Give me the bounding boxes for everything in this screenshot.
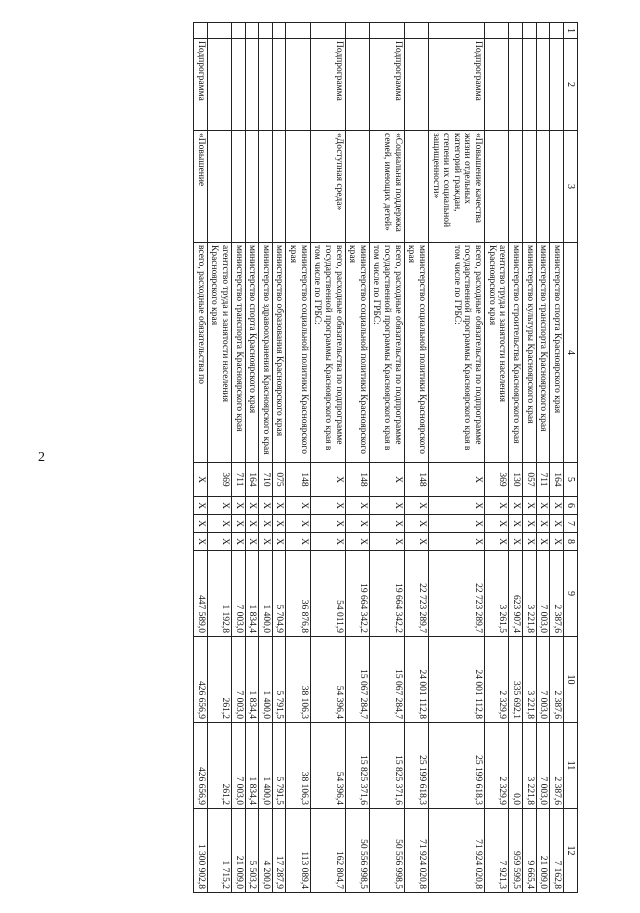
rzpr-cell: X [345, 497, 369, 515]
year2-amount-cell: 426 656,9 [194, 637, 208, 723]
table-row [231, 23, 245, 893]
year1-amount-cell: 1 192,8 [207, 551, 231, 637]
year3-amount-cell: 3 221,8 [522, 723, 536, 809]
total-amount-cell: 1 300 902,8 [194, 809, 208, 893]
year2-amount-cell: 1 834,4 [245, 637, 259, 723]
csr-cell: X [194, 515, 208, 533]
responsible-cell: министерство здравоохранения Красноярского края [259, 243, 273, 463]
csr-cell: X [231, 515, 245, 533]
table-row [509, 23, 523, 893]
responsible-cell: всего, расходные обязательства по подпрограмме государственной программы Красноярского края в том числе по ГРБС: [310, 243, 345, 463]
program-type-cell [231, 39, 245, 131]
responsible-cell: министерство спорта Красноярского края [245, 243, 259, 463]
row-number-cell [245, 23, 259, 39]
vr-cell: X [286, 533, 310, 551]
csr-cell: X [536, 515, 550, 533]
grbs-code-cell: X [428, 463, 484, 497]
page-number: 2 [38, 450, 45, 465]
total-amount-cell: 162 804,7 [310, 809, 345, 893]
vr-cell: X [404, 533, 428, 551]
responsible-cell: министерство социальной политики Красноярского края [286, 243, 310, 463]
column-header: 12 [563, 809, 577, 893]
year2-amount-cell: 335 692,1 [509, 637, 523, 723]
total-amount-cell: 21 009,0 [231, 809, 245, 893]
program-name-cell [485, 131, 509, 243]
program-type-cell [536, 39, 550, 131]
row-number-cell [404, 23, 428, 39]
program-type-cell [286, 39, 310, 131]
year3-amount-cell: 5 791,5 [272, 723, 286, 809]
table-row [536, 23, 550, 893]
table-row [404, 23, 428, 893]
csr-cell: X [272, 515, 286, 533]
program-type-cell [207, 39, 231, 131]
table-row [310, 23, 345, 893]
total-amount-cell: 1 715,2 [207, 809, 231, 893]
program-type-cell [522, 39, 536, 131]
rzpr-cell: X [194, 497, 208, 515]
responsible-cell: министерство спорта Красноярского края [550, 243, 564, 463]
csr-cell: X [310, 515, 345, 533]
grbs-code-cell: 148 [404, 463, 428, 497]
column-header: 9 [563, 551, 577, 637]
year1-amount-cell: 7 003,0 [536, 551, 550, 637]
responsible-cell: всего, расходные обязательства по подпрограмме государственной программы Красноярского края в том числе по ГРБС: [428, 243, 484, 463]
total-amount-cell: 7 921,3 [485, 809, 509, 893]
program-name-cell: «Доступная среда» [310, 131, 345, 243]
rzpr-cell: X [522, 497, 536, 515]
grbs-code-cell: 164 [245, 463, 259, 497]
rzpr-cell: X [428, 497, 484, 515]
responsible-cell: министерство строительства Красноярского края [509, 243, 523, 463]
responsible-cell: всего, расходные обязательства по [194, 243, 208, 463]
year3-amount-cell: 1 834,4 [245, 723, 259, 809]
row-number-cell [286, 23, 310, 39]
program-type-cell: Подпрограмма [194, 39, 208, 131]
row-number-cell [485, 23, 509, 39]
year2-amount-cell: 15 067 284,7 [369, 637, 404, 723]
row-number-cell [428, 23, 484, 39]
row-number-cell [536, 23, 550, 39]
csr-cell: X [428, 515, 484, 533]
year2-amount-cell: 5 791,5 [272, 637, 286, 723]
total-amount-cell: 4 200,0 [259, 809, 273, 893]
csr-cell: X [286, 515, 310, 533]
rzpr-cell: X [550, 497, 564, 515]
year3-amount-cell: 38 106,3 [286, 723, 310, 809]
total-amount-cell: 50 556 998,5 [345, 809, 369, 893]
vr-cell: X [509, 533, 523, 551]
year1-amount-cell: 5 704,9 [272, 551, 286, 637]
grbs-code-cell: 075 [272, 463, 286, 497]
year3-amount-cell: 1 400,0 [259, 723, 273, 809]
year2-amount-cell: 24 001 112,8 [428, 637, 484, 723]
program-name-cell [286, 131, 310, 243]
table-row [207, 23, 231, 893]
column-header: 2 [563, 39, 577, 131]
table-row [272, 23, 286, 893]
row-number-cell [369, 23, 404, 39]
vr-cell: X [272, 533, 286, 551]
program-type-cell [272, 39, 286, 131]
year3-amount-cell: 426 656,9 [194, 723, 208, 809]
rotated-page-content [63, 22, 578, 892]
year2-amount-cell: 1 400,0 [259, 637, 273, 723]
table-row [286, 23, 310, 893]
program-name-cell [245, 131, 259, 243]
grbs-code-cell: 369 [485, 463, 509, 497]
responsible-cell: министерство транспорта Красноярского края [536, 243, 550, 463]
program-name-cell [207, 131, 231, 243]
program-type-cell [259, 39, 273, 131]
program-name-cell [272, 131, 286, 243]
csr-cell: X [509, 515, 523, 533]
vr-cell: X [428, 533, 484, 551]
rzpr-cell: X [536, 497, 550, 515]
csr-cell: X [345, 515, 369, 533]
year3-amount-cell: 7 003,0 [231, 723, 245, 809]
grbs-code-cell: 711 [231, 463, 245, 497]
csr-cell: X [404, 515, 428, 533]
grbs-code-cell: 164 [550, 463, 564, 497]
program-type-cell [404, 39, 428, 131]
column-header: 8 [563, 533, 577, 551]
vr-cell: X [310, 533, 345, 551]
rzpr-cell: X [404, 497, 428, 515]
program-name-cell [404, 131, 428, 243]
year3-amount-cell: 0,0 [509, 723, 523, 809]
total-amount-cell: 71 924 020,8 [404, 809, 428, 893]
program-type-cell [245, 39, 259, 131]
table-header-row [563, 23, 577, 893]
year3-amount-cell: 7 003,0 [536, 723, 550, 809]
year2-amount-cell: 7 003,0 [536, 637, 550, 723]
rzpr-cell: X [272, 497, 286, 515]
program-type-cell [345, 39, 369, 131]
grbs-code-cell: X [369, 463, 404, 497]
year2-amount-cell: 2 387,6 [550, 637, 564, 723]
table-row [522, 23, 536, 893]
column-header: 1 [563, 23, 577, 39]
program-type-cell: Подпрограмма [310, 39, 345, 131]
vr-cell: X [259, 533, 273, 551]
csr-cell: X [259, 515, 273, 533]
responsible-cell: всего, расходные обязательства по подпрограмме государственной программы Красноярского края в том числе по ГРБС: [369, 243, 404, 463]
total-amount-cell: 17 287,9 [272, 809, 286, 893]
responsible-cell: министерство социальной политики Красноярского края [345, 243, 369, 463]
program-type-cell [550, 39, 564, 131]
table-row [194, 23, 208, 893]
responsible-cell: министерство образования Красноярского края [272, 243, 286, 463]
year2-amount-cell: 38 106,3 [286, 637, 310, 723]
year2-amount-cell: 15 067 284,7 [345, 637, 369, 723]
grbs-code-cell: 710 [259, 463, 273, 497]
column-header: 7 [563, 515, 577, 533]
table-row [345, 23, 369, 893]
budget-table [193, 22, 578, 893]
total-amount-cell: 5 503,2 [245, 809, 259, 893]
year2-amount-cell: 24 001 112,8 [404, 637, 428, 723]
table-row [550, 23, 564, 893]
program-name-cell [536, 131, 550, 243]
year1-amount-cell: 1 400,0 [259, 551, 273, 637]
year1-amount-cell: 22 723 289,7 [404, 551, 428, 637]
rzpr-cell: X [310, 497, 345, 515]
vr-cell: X [536, 533, 550, 551]
year1-amount-cell: 623 907,4 [509, 551, 523, 637]
year3-amount-cell: 261,2 [207, 723, 231, 809]
grbs-code-cell: 130 [509, 463, 523, 497]
vr-cell: X [207, 533, 231, 551]
program-type-cell [509, 39, 523, 131]
column-header: 6 [563, 497, 577, 515]
table-row [428, 23, 484, 893]
row-number-cell [509, 23, 523, 39]
program-name-cell: «Повышение [194, 131, 208, 243]
column-header: 10 [563, 637, 577, 723]
row-number-cell [550, 23, 564, 39]
year1-amount-cell: 19 664 342,2 [369, 551, 404, 637]
column-header: 4 [563, 243, 577, 463]
total-amount-cell: 71 924 020,8 [428, 809, 484, 893]
year1-amount-cell: 447 589,0 [194, 551, 208, 637]
year1-amount-cell: 19 664 342,2 [345, 551, 369, 637]
year1-amount-cell: 3 221,8 [522, 551, 536, 637]
program-name-cell [509, 131, 523, 243]
responsible-cell: министерство транспорта Красноярского края [231, 243, 245, 463]
csr-cell: X [485, 515, 509, 533]
grbs-code-cell: 057 [522, 463, 536, 497]
year3-amount-cell: 25 199 618,3 [404, 723, 428, 809]
responsible-cell: агентство труда и занятости населения Красноярского края [485, 243, 509, 463]
year2-amount-cell: 261,2 [207, 637, 231, 723]
total-amount-cell: 7 162,8 [550, 809, 564, 893]
year3-amount-cell: 15 825 371,6 [345, 723, 369, 809]
column-header: 3 [563, 131, 577, 243]
total-amount-cell: 9 665,4 [522, 809, 536, 893]
table-row [245, 23, 259, 893]
responsible-cell: министерство культуры Красноярского края [522, 243, 536, 463]
year3-amount-cell: 25 199 618,3 [428, 723, 484, 809]
year2-amount-cell: 3 221,8 [522, 637, 536, 723]
responsible-cell: министерство социальной политики Красноярского края [404, 243, 428, 463]
program-name-cell [522, 131, 536, 243]
column-header: 5 [563, 463, 577, 497]
year1-amount-cell: 22 723 289,7 [428, 551, 484, 637]
table-row [369, 23, 404, 893]
row-number-cell [272, 23, 286, 39]
csr-cell: X [369, 515, 404, 533]
rzpr-cell: X [369, 497, 404, 515]
row-number-cell [522, 23, 536, 39]
program-type-cell: Подпрограмма [428, 39, 484, 131]
year2-amount-cell: 7 003,0 [231, 637, 245, 723]
vr-cell: X [369, 533, 404, 551]
grbs-code-cell: X [194, 463, 208, 497]
year1-amount-cell: 54 011,9 [310, 551, 345, 637]
total-amount-cell: 21 009,0 [536, 809, 550, 893]
row-number-cell [231, 23, 245, 39]
row-number-cell [310, 23, 345, 39]
vr-cell: X [345, 533, 369, 551]
year1-amount-cell: 3 261,5 [485, 551, 509, 637]
rzpr-cell: X [245, 497, 259, 515]
rzpr-cell: X [207, 497, 231, 515]
program-name-cell [345, 131, 369, 243]
total-amount-cell: 113 089,4 [286, 809, 310, 893]
vr-cell: X [231, 533, 245, 551]
program-type-cell [485, 39, 509, 131]
rzpr-cell: X [509, 497, 523, 515]
table-row [259, 23, 273, 893]
program-name-cell [550, 131, 564, 243]
rzpr-cell: X [286, 497, 310, 515]
year3-amount-cell: 2 387,6 [550, 723, 564, 809]
total-amount-cell: 50 556 998,5 [369, 809, 404, 893]
program-name-cell [259, 131, 273, 243]
vr-cell: X [550, 533, 564, 551]
year3-amount-cell: 15 825 371,6 [369, 723, 404, 809]
csr-cell: X [245, 515, 259, 533]
program-name-cell: «Социальная поддержка семей, имеющих детей» [369, 131, 404, 243]
year1-amount-cell: 2 387,6 [550, 551, 564, 637]
csr-cell: X [550, 515, 564, 533]
program-type-cell: Подпрограмма [369, 39, 404, 131]
row-number-cell [345, 23, 369, 39]
year1-amount-cell: 1 834,4 [245, 551, 259, 637]
responsible-cell: агентство труда и занятости населения Красноярского края [207, 243, 231, 463]
csr-cell: X [522, 515, 536, 533]
year1-amount-cell: 36 876,8 [286, 551, 310, 637]
grbs-code-cell: 148 [286, 463, 310, 497]
vr-cell: X [194, 533, 208, 551]
vr-cell: X [245, 533, 259, 551]
table-body [194, 23, 564, 893]
year2-amount-cell: 54 396,4 [310, 637, 345, 723]
vr-cell: X [522, 533, 536, 551]
vr-cell: X [485, 533, 509, 551]
year3-amount-cell: 2 329,9 [485, 723, 509, 809]
grbs-code-cell: 711 [536, 463, 550, 497]
row-number-cell [207, 23, 231, 39]
row-number-cell [259, 23, 273, 39]
rzpr-cell: X [231, 497, 245, 515]
year2-amount-cell: 2 329,9 [485, 637, 509, 723]
program-name-cell: «Повышение качества жизни отдельных категорий граждан, степени их социальной защищенности» [428, 131, 484, 243]
grbs-code-cell: 369 [207, 463, 231, 497]
row-number-cell [194, 23, 208, 39]
program-name-cell [231, 131, 245, 243]
rzpr-cell: X [259, 497, 273, 515]
year1-amount-cell: 7 003,0 [231, 551, 245, 637]
rzpr-cell: X [485, 497, 509, 515]
total-amount-cell: 959 599,5 [509, 809, 523, 893]
year3-amount-cell: 54 396,4 [310, 723, 345, 809]
grbs-code-cell: X [310, 463, 345, 497]
grbs-code-cell: 148 [345, 463, 369, 497]
csr-cell: X [207, 515, 231, 533]
column-header: 11 [563, 723, 577, 809]
table-row [485, 23, 509, 893]
